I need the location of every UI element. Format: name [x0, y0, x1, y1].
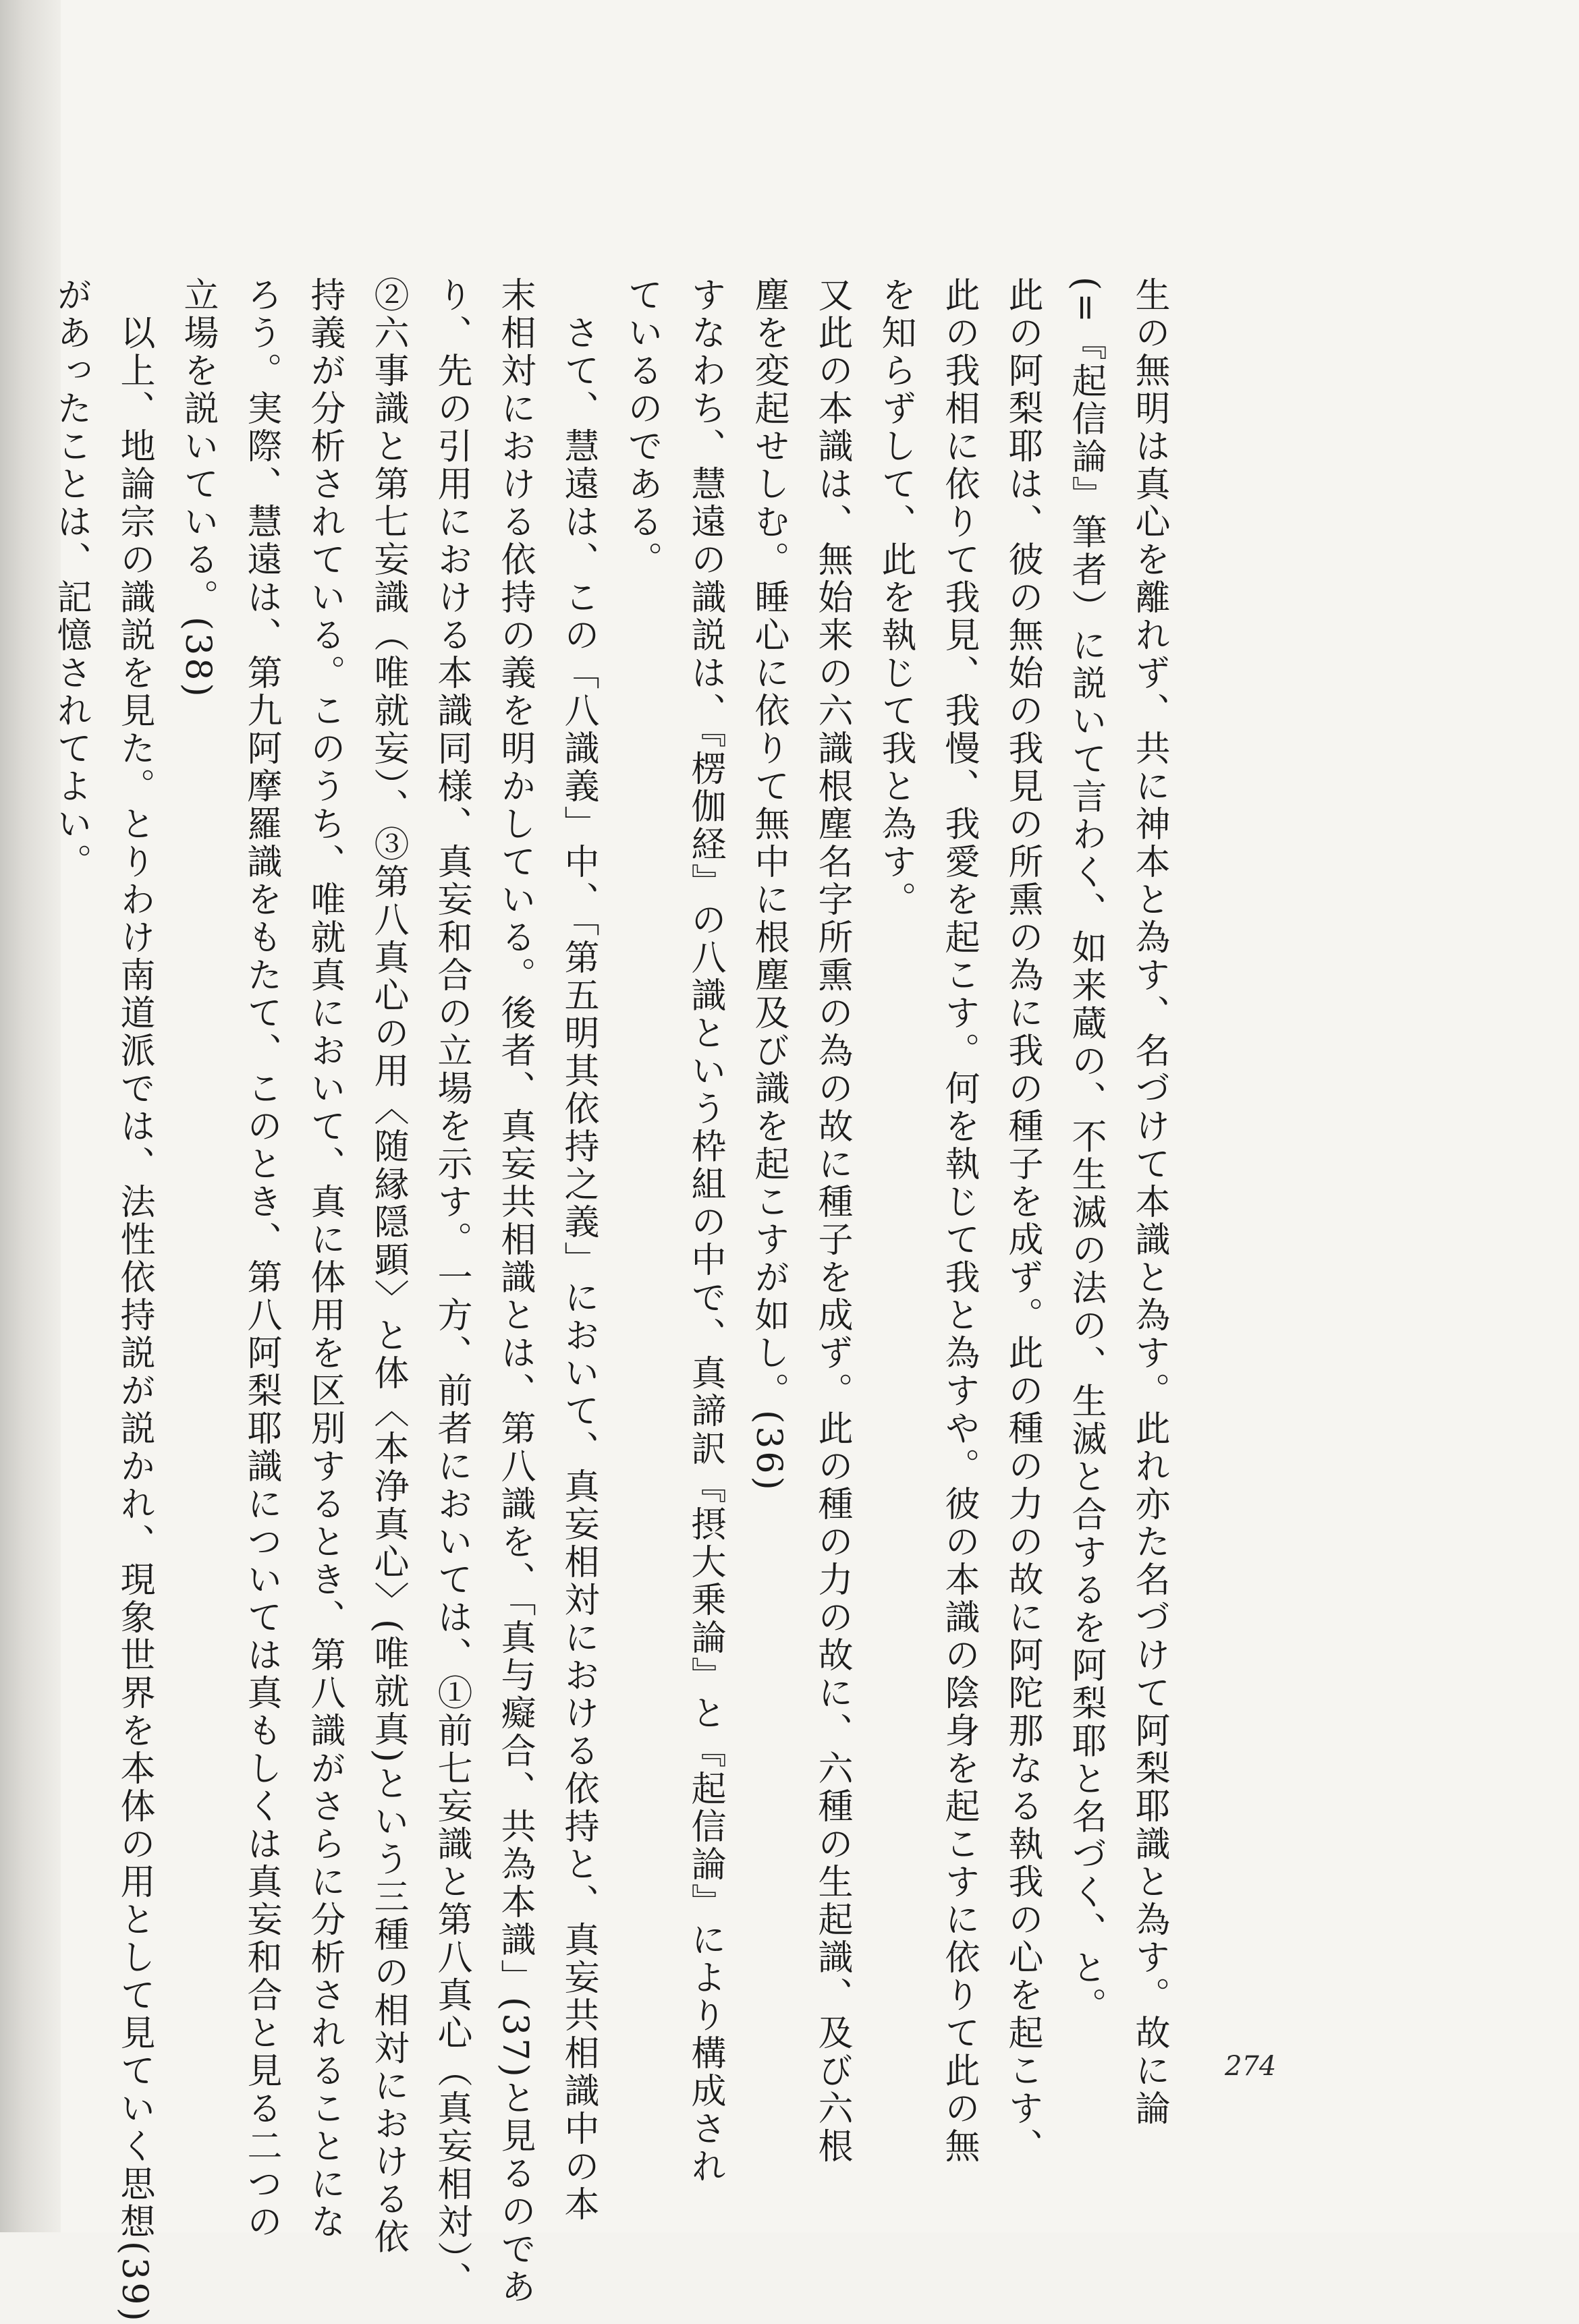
vertical-text-body — [39, 277, 1181, 2324]
text-line: 以上、地論宗の識説を見た。とりわけ南道派では、法性依持説が説かれ、現象世界を本体の用として見ていく思想(39) — [114, 277, 155, 2324]
text-line: があったことは、記憶されてよい。 — [51, 277, 91, 881]
text-line: すなわち、慧遠の識説は、『楞伽経』の八識という枠組の中で、真諦訳『摂大乗論』と『起信論』により構成され — [685, 277, 725, 2186]
text-line: 此の阿梨耶は、彼の無始の我見の所熏の為に我の種子を成ず。此の種の力の故に阿陀那なる執我の心を起こす、 — [1002, 277, 1043, 2165]
text-line: ているのである。 — [621, 277, 662, 579]
text-line: 塵を変起せしむ。睡心に依りて無中に根塵及び識を起こすが如し。(36) — [748, 277, 789, 1493]
text-line: 此の我相に依りて我見、我慢、我愛を起こす。何を執じて我と為すや。彼の本識の陰身を起こすに依りて此の無 — [939, 277, 979, 2165]
text-line: を知らずして、此を執じて我と為す。 — [875, 277, 916, 919]
text-line: 又此の本識は、無始来の六識根塵名字所熏の為の故に種子を成ず。此の種の力の故に、六種の生起識、及び六根 — [812, 277, 852, 2165]
text-line: ②六事識と第七妄識（唯就妄）、③第八真心の用〈随縁隠顕〉と体〈本浄真心〉(唯就真)という三種の相対における依 — [368, 277, 408, 2257]
page-number: 274 — [1225, 2051, 1277, 2082]
text-line: 末相対における依持の義を明かしている。後者、真妄共相識とは、第八識を、「真与癡合、共為本識」(37)と見るのであ — [495, 277, 535, 2306]
text-line: 立場を説いている。(38) — [177, 277, 218, 700]
text-line: 生の無明は真心を離れず、共に神本と為す、名づけて本識と為す。此れ亦た名づけて阿梨耶識と為す。故に論 — [1129, 277, 1169, 2128]
text-line: り、先の引用における本識同様、真妄和合の立場を示す。一方、前者においては、①前七妄識と第八真心（真妄相対）、 — [431, 277, 472, 2299]
text-line: (=『起信論』筆者）に説いて言わく、如来蔵の、不生滅の法の、生滅と合するを阿梨耶と名づく、と。 — [1065, 277, 1106, 2025]
text-line: 持義が分析されている。このうち、唯就真において、真に体用を区別するとき、第八識がさらに分析されることにな — [304, 277, 345, 2241]
text-line: さて、慧遠は、この「八識義」中、「第五明其依持之義」において、真妄相対における依持と、真妄共相識中の本 — [558, 277, 599, 2223]
text-line: ろう。実際、慧遠は、第九阿摩羅識をもたて、このとき、第八阿梨耶識については真もしくは真妄和合と見る二つの — [241, 277, 281, 2241]
